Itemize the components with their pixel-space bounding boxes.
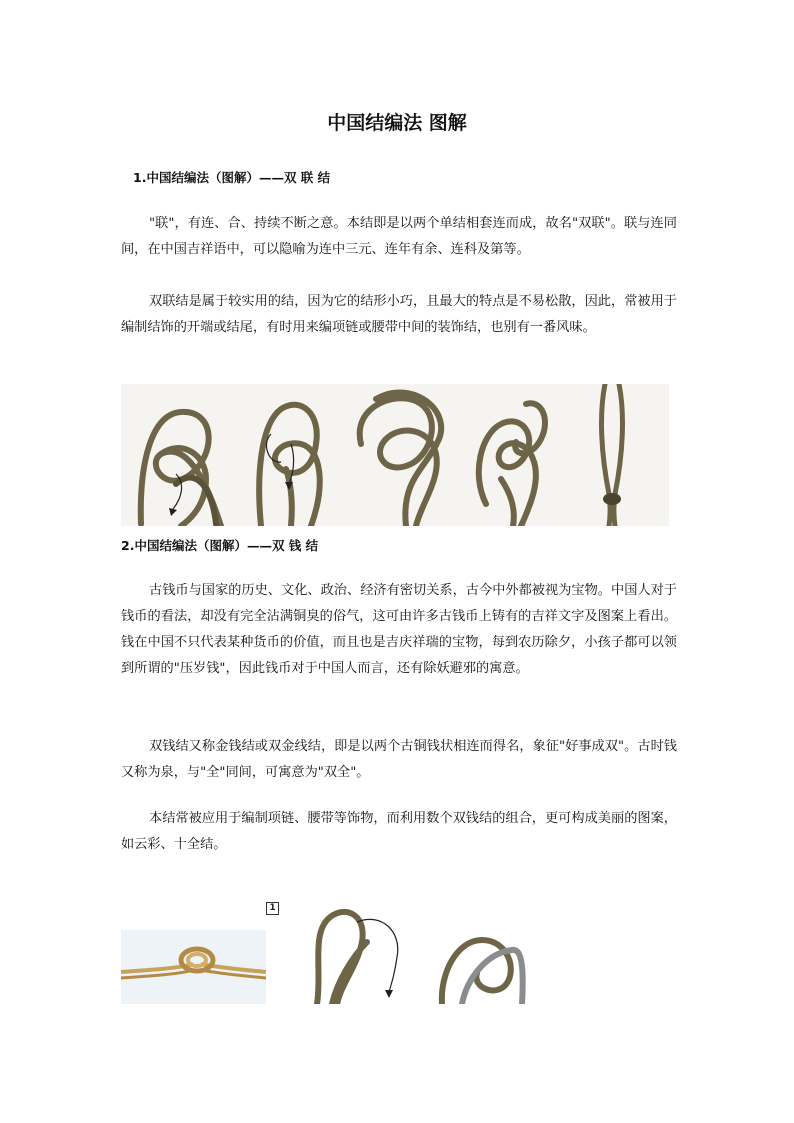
knot-steps-photo-strip: [121, 384, 669, 526]
knot-steps-illustration: [121, 384, 669, 526]
step-number-badge: 1: [266, 902, 279, 915]
double-coin-knot-illustration: [121, 930, 266, 1004]
double-coin-knot-photo: [121, 930, 266, 1004]
page-title: 中国结编法 图解: [327, 112, 467, 134]
paragraph: 古钱币与国家的历史、文化、政治、经济有密切关系，古今中外都被视为宝物。中国人对于钱币的看法，却没有完全沾满铜臭的俗气，这可由许多古钱币上铸有的吉祥文字及图案上看出。钱在中国不只代表某种货币的价值，而且也是吉庆祥瑞的宝物，每到农历除夕，小孩子都可以领到所谓的"压岁钱"，因此钱币对于中国人而言，还有除妖避邪的寓意。: [121, 583, 677, 676]
double-coin-step-2-photo: [412, 928, 557, 1004]
section-heading-double-coin-knot: 2.中国结编法（图解）——双 钱 结: [121, 538, 319, 553]
paragraph: 双钱结又称金钱结或双金线结，即是以两个古铜钱状相连而得名，象征"好事成双"。古时钱又称为泉，与"全"同间，可寓意为"双全"。: [121, 739, 677, 780]
double-coin-step-1-photo: [297, 902, 407, 1004]
paragraph: "联"，有连、合、持续不断之意。本结即是以两个单结相套连而成，故名"双联"。联与连同间，在中国吉祥语中，可以隐喻为连中三元、连年有余、连科及第等。: [121, 216, 677, 257]
finished-knot-icon: [603, 493, 621, 505]
paragraph: 本结常被应用于编制项链、腰带等饰物，而利用数个双钱结的组合，更可构成美丽的图案，如云彩、十全结。: [121, 811, 677, 852]
paragraph: 双联结是属于较实用的结，因为它的结形小巧，且最大的特点是不易松散，因此，常被用于编制结饰的开端或结尾，有时用来编项链或腰带中间的装饰结，也别有一番风味。: [121, 294, 677, 335]
section-heading-double-connection-knot: 1.中国结编法（图解）——双 联 结: [133, 170, 331, 185]
double-coin-step-1-illustration: [297, 902, 407, 1004]
double-coin-step-2-illustration: [412, 928, 557, 1004]
